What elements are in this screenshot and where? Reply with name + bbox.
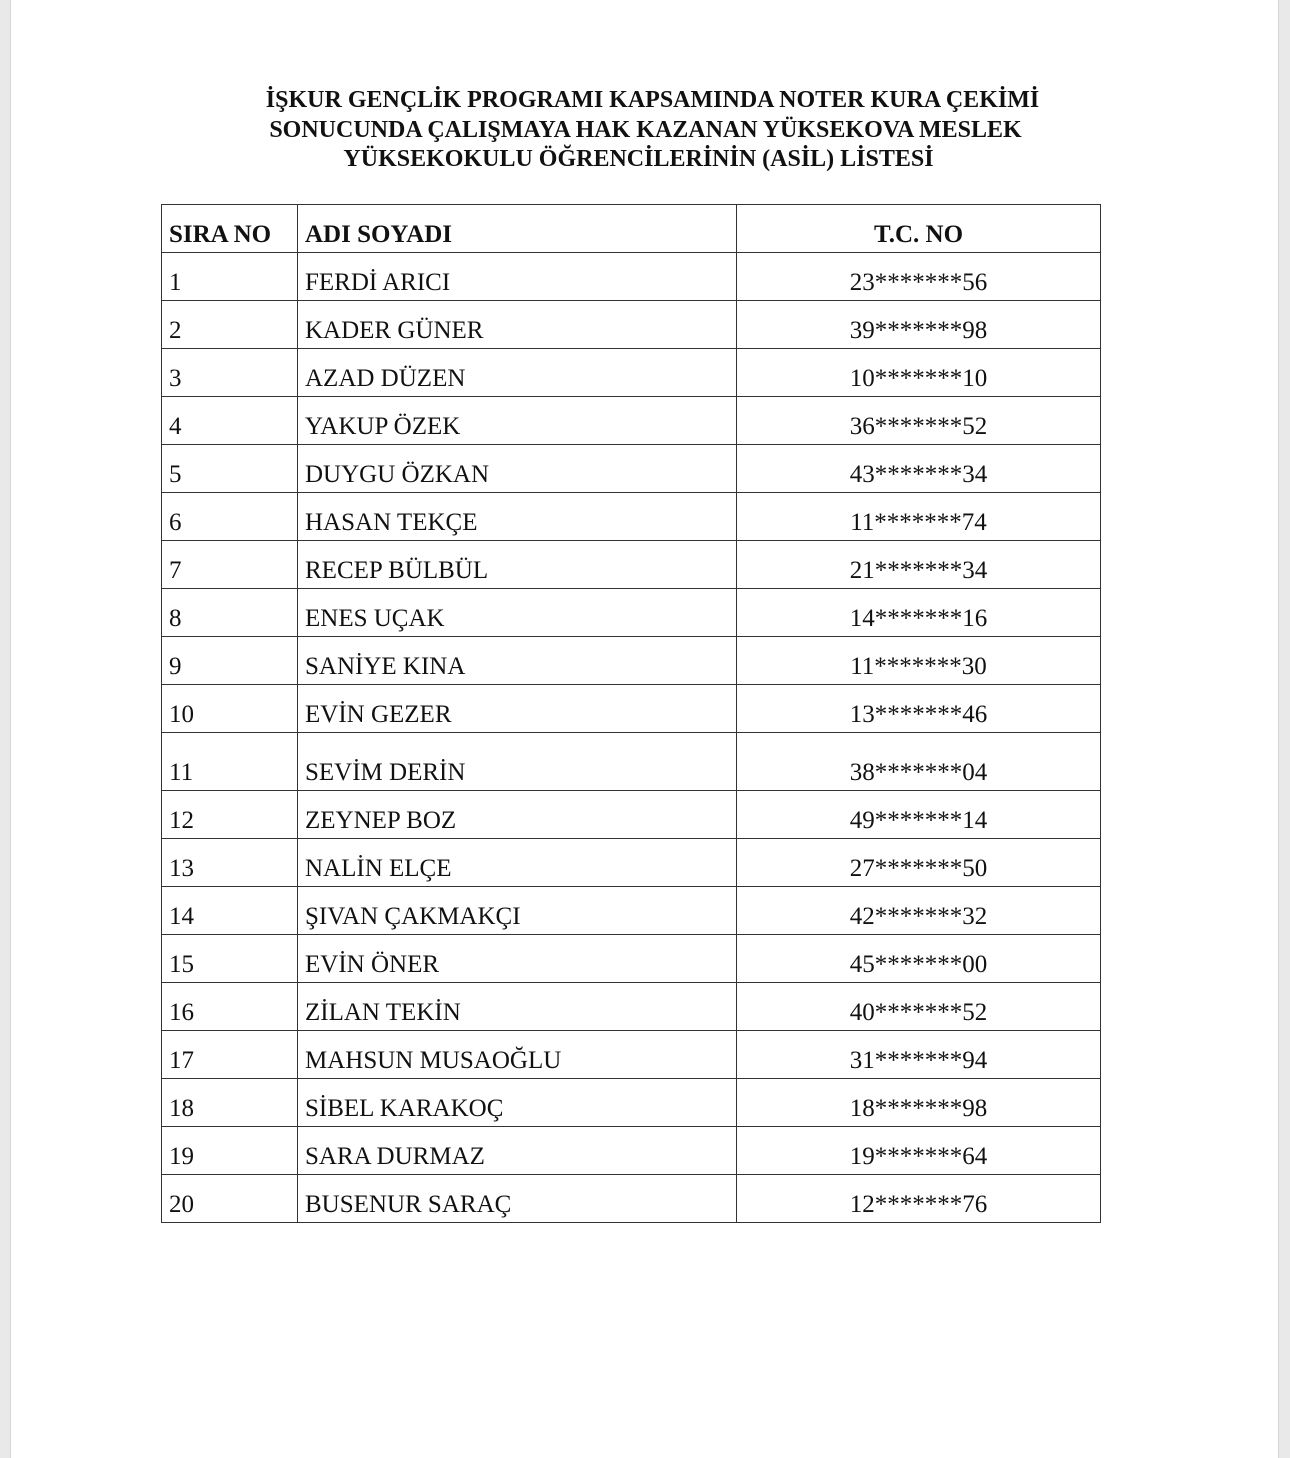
table-row [162,887,1101,935]
row-tc-no: 19*******64 [737,1127,1101,1175]
header-tc-no: T.C. NO [737,205,1101,253]
student-list-table [161,204,1101,1223]
row-number: 13 [162,839,298,887]
table-row [162,253,1101,301]
title-line: YÜKSEKOKULU ÖĞRENCİLERİNİN (ASİL) LİSTESİ [343,146,934,172]
table-row [162,541,1101,589]
table-row [162,685,1101,733]
row-name: EVİN ÖNER [298,935,737,983]
row-name: RECEP BÜLBÜL [298,541,737,589]
row-number: 2 [162,301,298,349]
row-name: HASAN TEKÇE [298,493,737,541]
row-number: 4 [162,397,298,445]
row-tc-no: 23*******56 [737,253,1101,301]
table-row [162,733,1101,791]
row-number: 8 [162,589,298,637]
document-title [11,86,1280,175]
row-number: 18 [162,1079,298,1127]
row-name: BUSENUR SARAÇ [298,1175,737,1223]
row-tc-no: 39*******98 [737,301,1101,349]
row-name: NALİN ELÇE [298,839,737,887]
table-row [162,1175,1101,1223]
row-number: 7 [162,541,298,589]
row-tc-no: 42*******32 [737,887,1101,935]
table-row [162,839,1101,887]
row-tc-no: 27*******50 [737,839,1101,887]
row-tc-no: 18*******98 [737,1079,1101,1127]
row-tc-no: 13*******46 [737,685,1101,733]
row-number: 12 [162,791,298,839]
table-row [162,637,1101,685]
row-tc-no: 43*******34 [737,445,1101,493]
row-name: YAKUP ÖZEK [298,397,737,445]
row-number: 16 [162,983,298,1031]
table-header-row [162,205,1101,253]
table-row [162,349,1101,397]
row-name: ZİLAN TEKİN [298,983,737,1031]
row-tc-no: 45*******00 [737,935,1101,983]
table-row [162,397,1101,445]
row-name: ZEYNEP BOZ [298,791,737,839]
row-number: 17 [162,1031,298,1079]
header-adi-soyadi: ADI SOYADI [298,205,737,253]
table-row [162,791,1101,839]
row-name: AZAD DÜZEN [298,349,737,397]
row-tc-no: 12*******76 [737,1175,1101,1223]
row-tc-no: 11*******74 [737,493,1101,541]
row-number: 11 [162,733,298,791]
row-name: ŞIVAN ÇAKMAKÇI [298,887,737,935]
row-tc-no: 49*******14 [737,791,1101,839]
row-tc-no: 36*******52 [737,397,1101,445]
row-number: 10 [162,685,298,733]
table-row [162,445,1101,493]
title-line: SONUCUNDA ÇALIŞMAYA HAK KAZANAN YÜKSEKOVA MESLEK [269,116,1022,143]
row-tc-no: 10*******10 [737,349,1101,397]
row-number: 1 [162,253,298,301]
row-tc-no: 40*******52 [737,983,1101,1031]
row-number: 5 [162,445,298,493]
row-tc-no: 11*******30 [737,637,1101,685]
table-row [162,1079,1101,1127]
table-row [162,589,1101,637]
row-tc-no: 31*******94 [737,1031,1101,1079]
table-row [162,1031,1101,1079]
row-number: 14 [162,887,298,935]
row-name: DUYGU ÖZKAN [298,445,737,493]
row-name: EVİN GEZER [298,685,737,733]
row-tc-no: 38*******04 [737,733,1101,791]
table-row [162,1127,1101,1175]
row-number: 9 [162,637,298,685]
table-row [162,935,1101,983]
table-row [162,493,1101,541]
row-number: 19 [162,1127,298,1175]
row-number: 3 [162,349,298,397]
row-name: SİBEL KARAKOÇ [298,1079,737,1127]
row-name: KADER GÜNER [298,301,737,349]
row-number: 15 [162,935,298,983]
row-name: SANİYE KINA [298,637,737,685]
row-tc-no: 21*******34 [737,541,1101,589]
row-tc-no: 14*******16 [737,589,1101,637]
row-number: 6 [162,493,298,541]
document-page [10,0,1279,1458]
table-row [162,983,1101,1031]
header-sira-no: SIRA NO [162,205,298,253]
row-number: 20 [162,1175,298,1223]
row-name: ENES UÇAK [298,589,737,637]
row-name: MAHSUN MUSAOĞLU [298,1031,737,1079]
row-name: SARA DURMAZ [298,1127,737,1175]
row-name: SEVİM DERİN [298,733,737,791]
table-row [162,301,1101,349]
title-line: İŞKUR GENÇLİK PROGRAMI KAPSAMINDA NOTER KURA ÇEKİMİ [265,87,1040,113]
row-name: FERDİ ARICI [298,253,737,301]
